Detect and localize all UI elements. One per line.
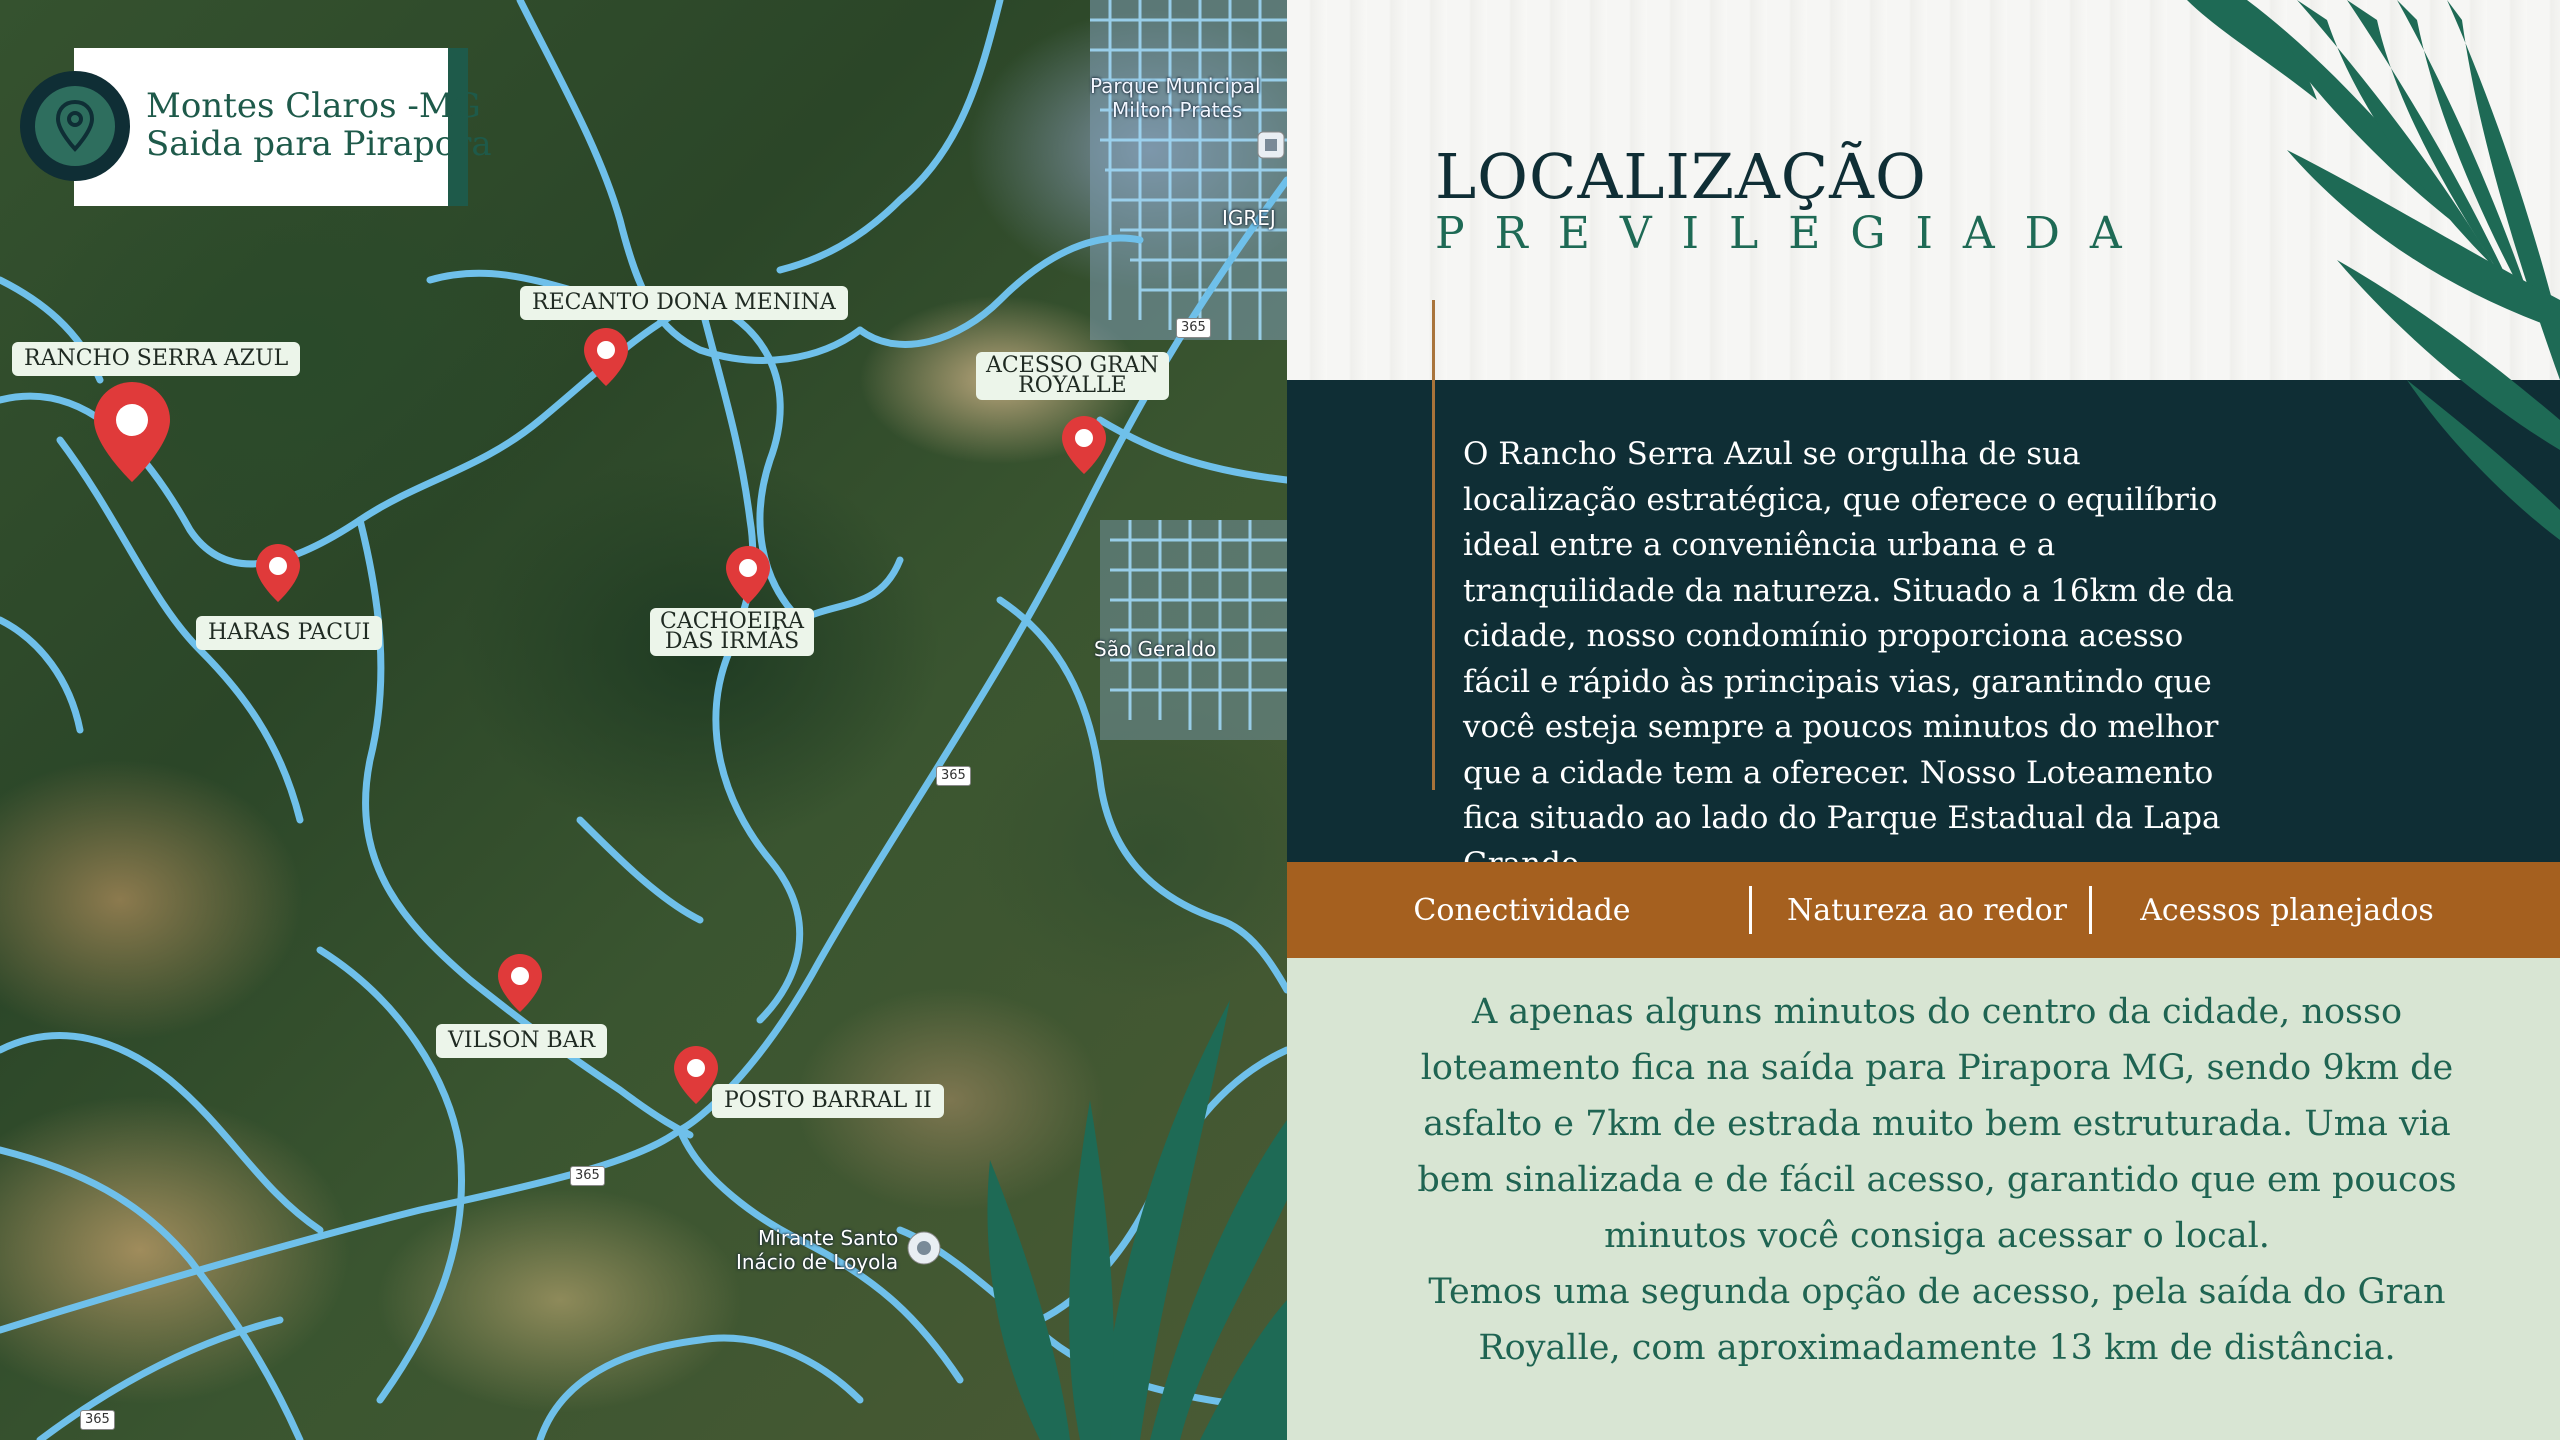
sao-geraldo-label: São Geraldo xyxy=(1094,637,1217,661)
road-shield-365: 365 xyxy=(936,766,971,786)
road-shield-365: 365 xyxy=(1176,318,1211,338)
map-marker-icon[interactable] xyxy=(724,544,772,606)
description-text: O Rancho Serra Azul se orgulha de sua localização estratégica, que oferece o equilíbrio ideal entre a conveniência urbana e a tranquilidade da natureza. Situado a 16km de da cidade, nosso condomínio proporciona acesso fácil e rápido às principais vias, garantindo que você esteja sempre a poucos minutos do melhor que a cidade tem a oferecer. Nosso Loteamento fica situado ao lado do Parque Estadual da Lapa xyxy=(1463,436,2234,836)
location-info-card xyxy=(74,48,492,206)
label-rancho-serra-azul: RANCHO SERRA AZUL xyxy=(12,342,300,376)
mirante-label: Mirante Santo Inácio de Loyola xyxy=(735,1226,899,1274)
road-shield-365: 365 xyxy=(80,1410,115,1430)
accent-divider xyxy=(1432,300,1435,790)
parque-municipal-label: Parque Municipal Milton Prates xyxy=(1090,74,1261,122)
poi-icon[interactable] xyxy=(906,1230,942,1266)
map-marker-icon[interactable] xyxy=(496,952,544,1014)
map-marker-icon[interactable] xyxy=(582,326,630,388)
label-recanto-dona-menina: RECANTO DONA MENINA xyxy=(520,286,848,320)
feature-natureza: Natureza ao redor xyxy=(1786,892,2068,928)
page-title: LOCALIZAÇÃO xyxy=(1435,140,1927,213)
feature-divider xyxy=(1749,886,1752,934)
label-acesso-gran-royalle: ACESSO GRAN ROYALLE xyxy=(976,352,1169,400)
label-posto-barral: POSTO BARRAL II xyxy=(712,1084,944,1118)
details-text xyxy=(1387,984,2487,1376)
location-pin-badge xyxy=(20,71,130,181)
igreja-label: IGREJ xyxy=(1222,206,1276,230)
label-vilson-bar: VILSON BAR xyxy=(436,1024,607,1058)
features-band xyxy=(1287,862,2560,958)
map-marker-icon[interactable] xyxy=(1060,414,1108,476)
map-marker-icon[interactable] xyxy=(92,380,172,484)
road-shield-365: 365 xyxy=(570,1166,605,1186)
route-name: Saida para Pirapora xyxy=(146,124,492,164)
info-panel xyxy=(1287,0,2560,1440)
poi-icon[interactable] xyxy=(1256,130,1286,160)
label-cachoeira-das-irmas: CACHOEIRA DAS IRMÃS xyxy=(650,608,814,656)
page-subtitle: PREVILEGIADA xyxy=(1435,208,2152,259)
feature-acessos: Acessos planejados xyxy=(2140,892,2434,928)
location-pin-icon xyxy=(55,100,95,152)
map-marker-icon[interactable] xyxy=(254,542,302,604)
city-name: Montes Claros -MG xyxy=(146,86,481,126)
header-area xyxy=(1287,0,2560,380)
label-haras-pacui: HARAS PACUI xyxy=(196,616,382,650)
details-paragraph-1: A apenas alguns minutos do centro da cidade, nosso loteamento fica na saída para Pirapora MG, sendo 9km de asfalto e 7km de estrada muito bem estruturada. Uma via bem sinalizada e de fácil acesso, garantido que em poucos minutos você consiga acessar o local. xyxy=(1417,992,2457,1256)
details-section xyxy=(1287,958,2560,1440)
details-paragraph-2: Temos uma segunda opção de acesso, pela saída do Gran Royalle, com aproximadamente 13 km de distância. xyxy=(1428,1272,2446,1368)
feature-divider xyxy=(2089,886,2092,934)
feature-conectividade: Conectividade xyxy=(1413,892,1631,928)
description-section xyxy=(1287,380,2560,862)
